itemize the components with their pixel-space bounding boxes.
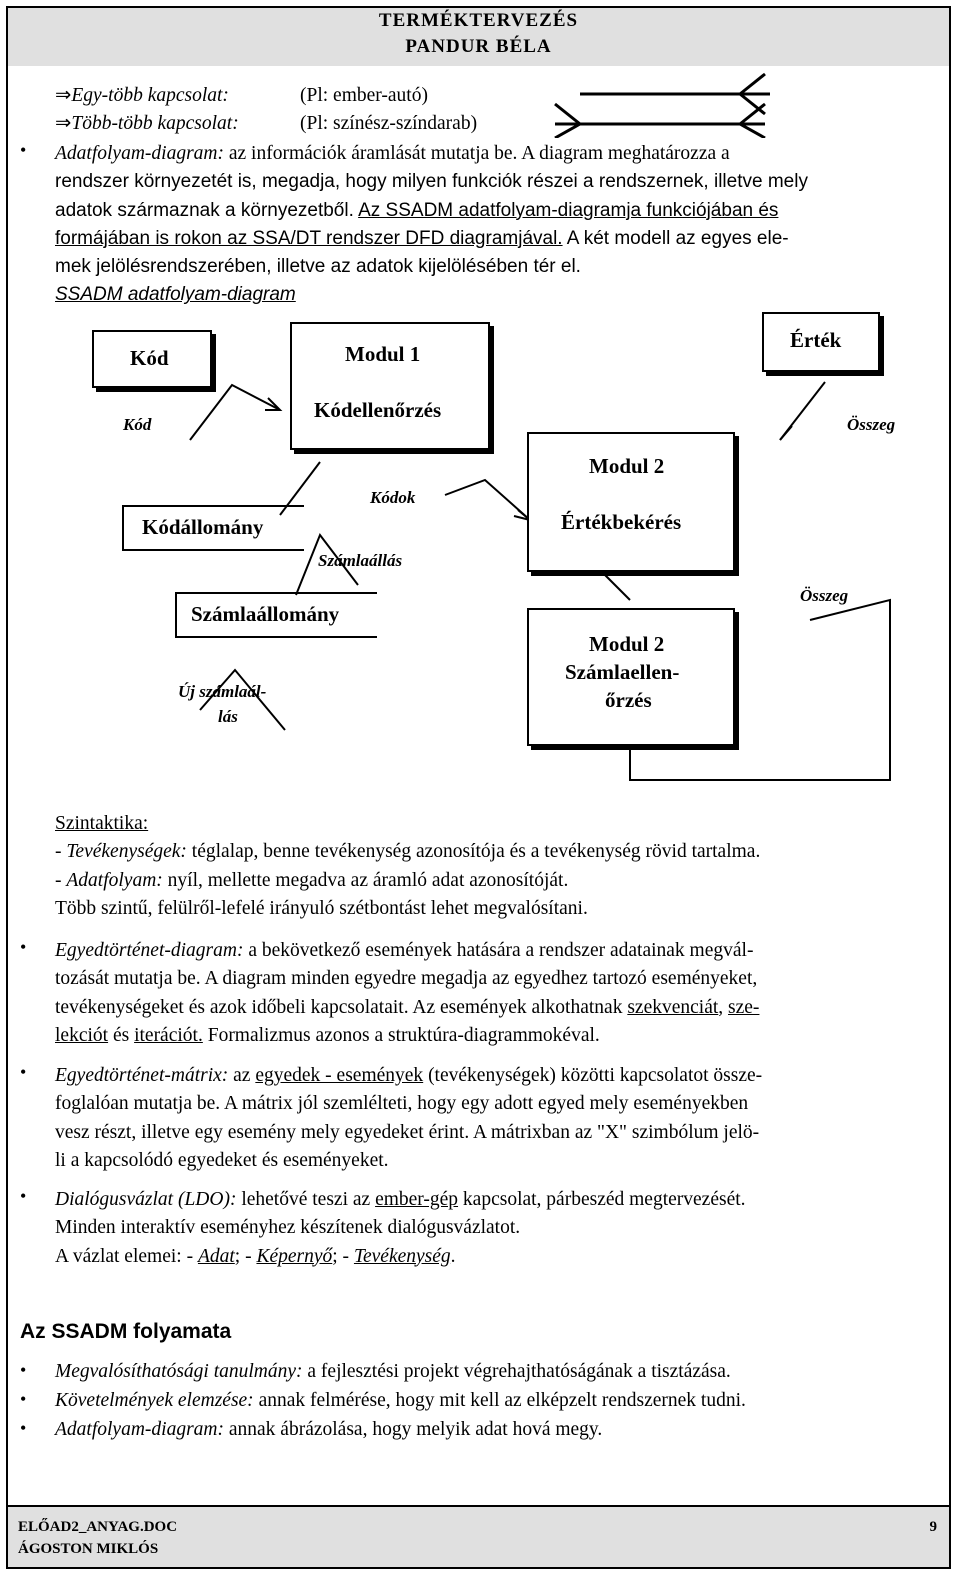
diagram-subtitle: SSADM adatfolyam-diagram [55,284,296,306]
process-szamlaellenorzes: Modul 2 Számlaellen- őrzés [527,608,735,746]
bullet: • [20,1360,27,1380]
process-modul2: Modul 2 Értékbekérés [527,432,735,572]
entity-life-paragraph: Egyedtörténet-diagram: a bekövetkező események hatására a rendszer adatainak megvál- tozását mutatja be. A diagram minden egyedre megadja az egyedhez tartozó eseményeket, tevékenységeket és azok időbeli kapcsolatait. Az események alkothatnak szekvenciát, sze- lekciót és iterációt. Formalizmus azonos a struktúra-diagrammokéval. [55,940,760,1046]
entity-kod: Kód [92,330,212,388]
flow-label-kod: Kód [123,415,152,434]
bullet: • [20,1389,27,1409]
flow-label-szamlaallas: Számlaállás [318,551,403,570]
header-author: PANDUR BÉLA [405,36,552,57]
dialog-paragraph: Dialógusvázlat (LDO): lehetővé teszi az ember-gép kapcsolat, párbeszéd megtervezését. Minden interaktív eseményhez készítenek dialógusvázlatot. A vázlat elemei: - Adat; - Képernyő; - Tevékenység. [55,1189,746,1267]
list-item: Adatfolyam-diagram: annak ábrázolása, hogy melyik adat hová megy. [55,1419,603,1440]
process-modul1: Modul 1 Kódellenőrzés [290,322,490,450]
relation-one-many: ⇒Egy-több kapcsolat: (Pl: ember-autó) [55,85,428,106]
bullet: • [20,1418,27,1438]
dfd-paragraph: Adatfolyam-diagram: az információk áramlását mutatja be. A diagram meghatározza a rendszer környezetét is, megadja, hogy milyen funkciók részei a rendszernek, illetve mely adatok származnak a környezetből. Az SSADM adatfolyam-diagramja funkciójában és formájában is rokon az SSA/DT rendszer DFD diagramjával. A két modell az egyes ele- mek jelölésrendszerében, illetve az adatok kijelölésében tér el. SSADM adatfolyam-diagram [55,140,808,310]
footer-author: ÁGOSTON MIKLÓS [18,1541,159,1557]
store-szamlaallomany: Számlaállomány [175,592,377,638]
bullet: • [20,1186,27,1206]
section-heading: Az SSADM folyamata [20,1320,232,1343]
footer-filename: ELŐAD2_ANYAG.DOC [18,1519,178,1535]
flow-label-kodok: Kódok [370,488,416,507]
flow-label-osszeg: Összeg [847,415,896,434]
page-footer [8,1505,949,1567]
page-number: 9 [929,1519,937,1535]
entity-matrix-paragraph: Egyedtörténet-mátrix: az egyedek - események (tevékenységek) közötti kapcsolatot össze- foglalóan mutatja be. A mátrix jól szemlélteti, hogy egy adott egyed mely eseményekben vesz részt, illetve egy esemény mely egyedeket érint. A mátrixban az "X" szimbólum jelö- li a kapcsolódó egyedeket és eseményeket. [55,1065,763,1171]
store-kodallomany: Kódállomány [122,505,304,551]
flow-label-uj-szamlaallas-2: lás [218,707,238,726]
syntax-block: Szintaktika: - Tevékenységek: téglalap, benne tevékenység azonosítója és a tevékenység rövid tartalma. - Adatfolyam: nyíl, mellette megadva az áramló adat azonosítóját. Több szintű, felülről-lefelé irányuló szétbontást lehet megvalósítani. [55,813,761,919]
bullet: • [20,140,27,160]
bullet: • [20,1062,27,1082]
relation-many-many: ⇒Több-több kapcsolat: (Pl: színész-színdarab) [55,113,478,134]
flow-label-osszeg-2: Összeg [800,586,849,605]
header-title: TERMÉKTERVEZÉS [378,10,579,31]
bullet: • [20,937,27,957]
list-item: Követelmények elemzése: annak felmérése, hogy mit kell az elképzelt rendszernek tudni. [55,1390,746,1411]
list-item: Megvalósíthatósági tanulmány: a fejlesztési projekt végrehajthatóságának a tisztázása. [55,1361,731,1382]
entity-ertek: Érték [762,312,880,372]
flow-label-uj-szamlaallas: Új számlaál- [178,682,267,701]
